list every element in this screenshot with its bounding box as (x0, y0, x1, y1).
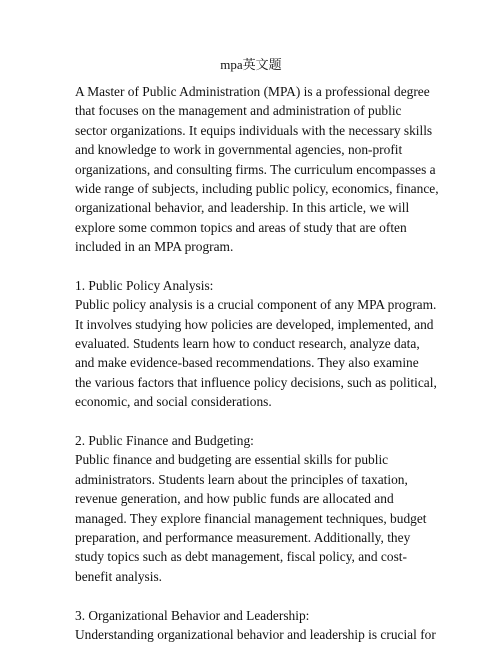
text-line: sector organizations. It equips individuals with the necessary skills (75, 122, 433, 138)
text-line: and knowledge to work in governmental agencies, non-profit (75, 142, 403, 158)
text-line: economic, and social considerations. (75, 394, 272, 410)
text-line: Public policy analysis is a crucial component of any MPA program. (75, 297, 437, 313)
section-public-policy (75, 276, 437, 412)
text-line: wide range of subjects, including public policy, economics, finance, (75, 180, 439, 196)
intro-paragraph (75, 82, 437, 257)
paragraph-gap (75, 412, 437, 431)
text-line: evaluated. Students learn how to conduct research, analyze data, (75, 336, 420, 352)
text-line: managed. They explore financial management techniques, budget (75, 510, 427, 526)
text-line: Understanding organizational behavior and leadership is crucial for (75, 626, 436, 642)
text-line: study topics such as debt management, fiscal policy, and cost- (75, 549, 407, 565)
text-line: revenue generation, and how public funds are allocated and (75, 491, 394, 507)
text-line: organizational behavior, and leadership. In this article, we will (75, 200, 410, 216)
text-line: the various factors that influence policy decisions, such as political, (75, 374, 437, 390)
paragraph-gap (75, 586, 437, 605)
text-line: Public finance and budgeting are essential skills for public (75, 452, 389, 468)
section-heading: 3. Organizational Behavior and Leadership: (75, 607, 310, 623)
text-line: explore some common topics and areas of study that are often (75, 219, 407, 235)
paragraph-gap (75, 257, 437, 276)
section-heading: 2. Public Finance and Budgeting: (75, 433, 254, 449)
section-public-finance (75, 431, 437, 586)
text-line: preparation, and performance measurement. Additionally, they (75, 529, 411, 545)
text-line: benefit analysis. (75, 568, 163, 584)
section-heading: 1. Public Policy Analysis: (75, 277, 214, 293)
text-line: included in an MPA program. (75, 239, 234, 255)
text-line: and make evidence-based recommendations. They also examine (75, 355, 419, 371)
text-line: It involves studying how policies are developed, implemented, and (75, 316, 434, 332)
section-organizational-behavior (75, 606, 437, 645)
text-line: that focuses on the management and administration of public (75, 103, 402, 119)
text-line: A Master of Public Administration (MPA) is a professional degree (75, 84, 430, 99)
text-line: organizations, and consulting firms. The curriculum encompasses a (75, 161, 436, 177)
document-body (75, 82, 437, 644)
text-line: administrators. Students learn about the principles of taxation, (75, 471, 408, 487)
document-title: mpa英文题 (220, 57, 282, 72)
